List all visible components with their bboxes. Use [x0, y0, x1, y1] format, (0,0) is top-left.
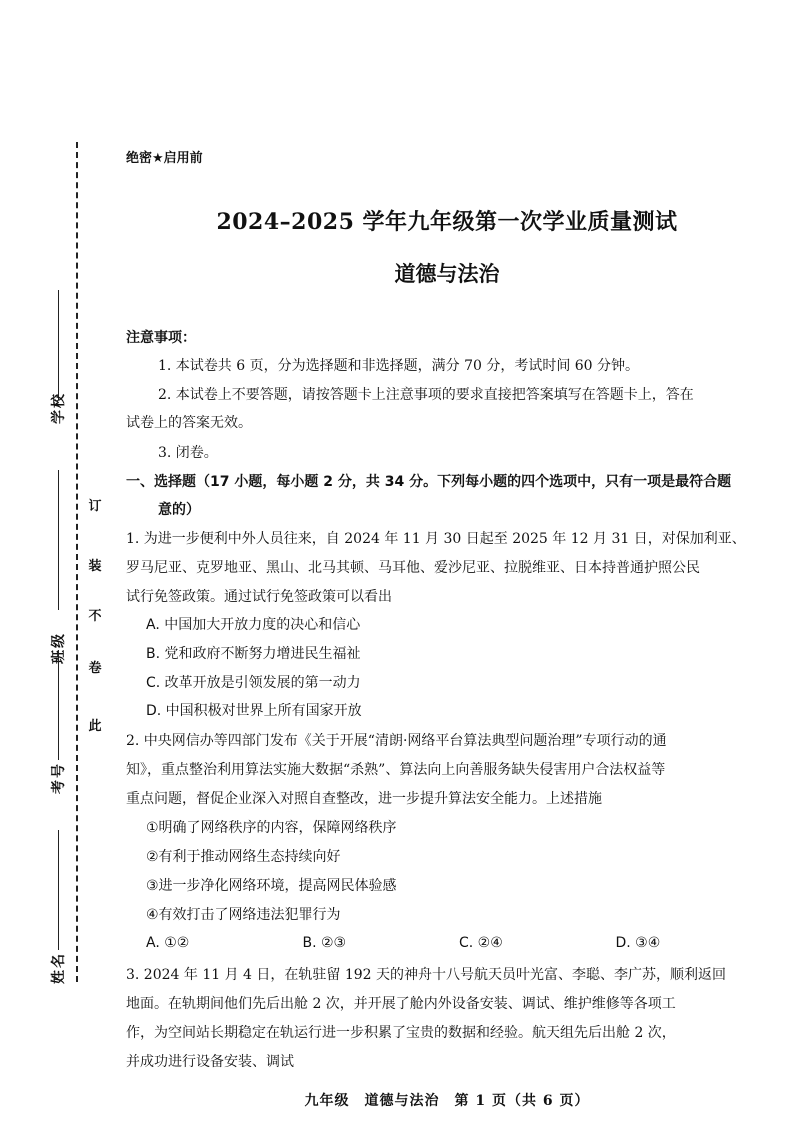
exam-no-line	[58, 650, 59, 760]
page-footer: 九年级 道德与法治 第 1 页（共 6 页）	[304, 1093, 590, 1109]
school-line	[58, 290, 59, 400]
seal-char: 装	[88, 559, 102, 574]
question-2-statement: ④有效打击了网络违法犯罪行为	[146, 907, 341, 923]
question-3-line: 并成功进行设备安装、调试	[126, 1054, 294, 1070]
question-1-line: 罗马尼亚、克罗地亚、黑山、北马其顿、马耳他、爱沙尼亚、拉脱维亚、日本持普通护照公民	[126, 560, 700, 576]
question-2-line: 2. 中央网信办等四部门发布《关于开展“清朗·网络平台算法典型问题治理”专项行动的通	[126, 733, 667, 749]
subject-title: 道德与法治	[394, 262, 500, 286]
notice-item: 1. 本试卷共 6 页，分为选择题和非选择题，满分 70 分，考试时间 60 分钟。	[158, 358, 640, 374]
question-2-statement: ③进一步净化网络环境，提高网民体验感	[146, 878, 397, 894]
notice-item: 3. 闭卷。	[158, 445, 218, 461]
question-2-option: C. ②④	[459, 935, 503, 951]
question-1-option: D. 中国积极对世界上所有国家开放	[146, 703, 362, 719]
notice-item: 2. 本试卷上不要答题，请按答题卡上注意事项的要求直接把答案填写在答题卡上，答在	[158, 387, 694, 403]
class-label: 班级	[51, 632, 67, 664]
notice-item: 试卷上的答案无效。	[126, 415, 252, 431]
seal-char: 不	[88, 609, 102, 624]
section-heading: 一、选择题（17 小题，每小题 2 分，共 34 分。下列每小题的四个选项中，只有一项是最符合题	[126, 474, 732, 490]
question-1-option: B. 党和政府不断努力增进民生福祉	[146, 646, 361, 662]
seal-char: 卷	[88, 661, 102, 676]
question-2-line: 知》，重点整治利用算法实施大数据“杀熟”、算法向上向善服务缺失侵害用户合法权益等	[126, 762, 666, 778]
question-1-line: 试行免签政策。通过试行免签政策可以看出	[126, 589, 392, 605]
notice-heading: 注意事项：	[126, 330, 196, 346]
question-3-line: 作，为空间站长期稳定在轨运行进一步积累了宝贵的数据和经验。航天组先后出舱 2 次，	[126, 1025, 676, 1041]
question-2-statement: ①明确了网络秩序的内容，保障网络秩序	[146, 820, 397, 836]
seal-char: 此	[88, 719, 102, 734]
question-2-line: 重点问题，督促企业深入对照自查整改，进一步提升算法安全能力。上述措施	[126, 791, 602, 807]
question-2-option: B. ②③	[302, 935, 347, 951]
question-3-line: 3. 2024 年 11 月 4 日，在轨驻留 192 天的神舟十八号航天员叶光富、李聪、李广苏，顺利返回	[126, 967, 727, 983]
binding-dashed-line	[76, 142, 78, 982]
exam-title: 2024–2025 学年九年级第一次学业质量测试	[216, 209, 678, 235]
name-label: 姓名	[51, 952, 67, 984]
top-secret-mark: 绝密★启用前	[126, 151, 203, 166]
question-2-option: A. ①②	[146, 935, 190, 951]
name-line	[58, 830, 59, 950]
section-heading-cont: 意的）	[158, 502, 200, 518]
seal-char: 订	[88, 499, 102, 514]
question-1-option: C. 改革开放是引领发展的第一动力	[146, 675, 361, 691]
class-line	[58, 470, 59, 610]
question-2-options	[146, 935, 772, 951]
question-1-option: A. 中国加大开放力度的决心和信心	[146, 617, 361, 633]
school-label: 学校	[51, 392, 67, 424]
question-2-statement: ②有利于推动网络生态持续向好	[146, 849, 341, 865]
question-3-line: 地面。在轨期间他们先后出舱 2 次，并开展了舱内外设备安装、调试、维护维修等各项工	[126, 996, 676, 1012]
question-1-line: 1. 为进一步便利中外人员往来，自 2024 年 11 月 30 日起至 2025 年 12 月 31 日，对保加利亚、	[126, 531, 746, 547]
question-2-option: D. ③④	[615, 935, 661, 951]
exam-no-label: 考号	[51, 762, 67, 794]
